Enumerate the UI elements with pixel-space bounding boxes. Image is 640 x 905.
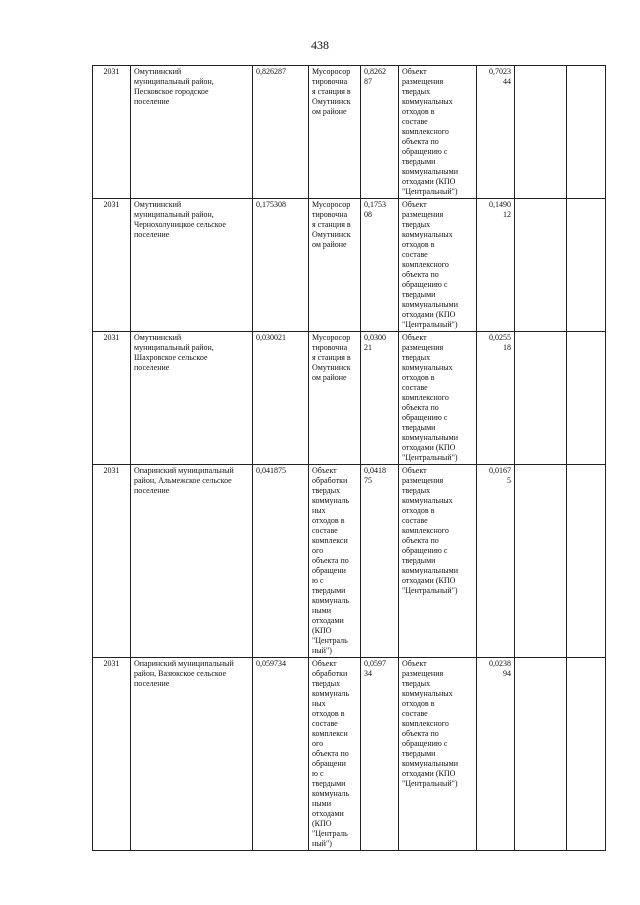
object-cell-text: Объект размещения твердых коммунальных отходов в составе комплексного объекта по обращению с твердыми коммунальными отходами (КПО "Центральный") — [402, 67, 458, 196]
page-number: 438 — [311, 38, 329, 52]
municipality-cell-text: Омутнинский муниципальный район, Песковское городское поселение — [134, 67, 214, 106]
year-cell-text: 2031 — [103, 333, 120, 342]
value-cell-text: 0,175308 — [256, 200, 286, 209]
table-row — [93, 658, 606, 851]
value-cell-text: 0,059734 — [256, 659, 286, 668]
empty-cell — [567, 66, 606, 199]
value-cell — [253, 465, 309, 658]
object-cell — [309, 465, 361, 658]
table-row — [93, 465, 606, 658]
value-cell — [253, 332, 309, 465]
value-cell — [477, 332, 515, 465]
value-cell — [361, 658, 399, 851]
value-cell-text: 0,030021 — [256, 333, 286, 342]
value-cell — [477, 465, 515, 658]
year-cell — [93, 199, 131, 332]
empty-cell — [567, 199, 606, 332]
value-cell-text: 0,0597 34 — [364, 659, 386, 678]
object-cell-text: Мусоросор тировочна я станция в Омутнинск ом районе — [312, 67, 351, 116]
object-cell — [309, 66, 361, 199]
municipality-cell — [131, 332, 253, 465]
value-cell-text: 0,826287 — [256, 67, 286, 76]
value-cell — [361, 465, 399, 658]
value-cell-text: 0,0300 21 — [364, 333, 386, 352]
municipality-cell — [131, 465, 253, 658]
year-cell — [93, 465, 131, 658]
empty-cell — [567, 465, 606, 658]
object-cell — [399, 658, 477, 851]
empty-cell — [515, 332, 567, 465]
object-cell — [309, 658, 361, 851]
object-cell-text: Объект обработки твердых коммуналь ных отходов в составе комплекси ого объекта по обращени ю с твердыми коммуналь ными отходами (КПО "Централь ный") — [312, 659, 349, 848]
empty-cell — [515, 465, 567, 658]
year-cell — [93, 658, 131, 851]
table-row — [93, 66, 606, 199]
empty-cell — [515, 658, 567, 851]
object-cell-text: Объект размещения твердых коммунальных отходов в составе комплексного объекта по обращению с твердыми коммунальными отходами (КПО "Центральный") — [402, 200, 458, 329]
value-cell-text: 0,1753 08 — [364, 200, 386, 219]
value-cell — [253, 199, 309, 332]
value-cell-text: 0,0238 94 — [489, 659, 511, 678]
object-cell — [309, 332, 361, 465]
year-cell-text: 2031 — [103, 67, 120, 76]
object-cell-text: Объект размещения твердых коммунальных отходов в составе комплексного объекта по обращению с твердыми коммунальными отходами (КПО "Центральный") — [402, 466, 458, 595]
object-cell-text: Объект размещения твердых коммунальных отходов в составе комплексного объекта по обращению с твердыми коммунальными отходами (КПО "Центральный") — [402, 659, 458, 788]
object-cell — [309, 199, 361, 332]
year-cell-text: 2031 — [103, 466, 120, 475]
value-cell — [361, 66, 399, 199]
value-cell — [477, 199, 515, 332]
municipality-cell — [131, 658, 253, 851]
object-cell-text: Мусоросор тировочна я станция в Омутнинск ом районе — [312, 200, 351, 249]
year-cell-text: 2031 — [103, 659, 120, 668]
object-cell — [399, 66, 477, 199]
municipality-cell-text: Омутнинский муниципальный район, Шахровское сельское поселение — [134, 333, 214, 372]
year-cell-text: 2031 — [103, 200, 120, 209]
value-cell-text: 0,041875 — [256, 466, 286, 475]
value-cell — [361, 199, 399, 332]
value-cell-text: 0,8262 87 — [364, 67, 386, 86]
empty-cell — [515, 66, 567, 199]
value-cell-text: 0,7023 44 — [489, 67, 511, 86]
municipality-cell-text: Опаринский муниципальный район, Альмежское сельское поселение — [134, 466, 234, 495]
year-cell — [93, 332, 131, 465]
object-cell-text: Мусоросор тировочна я станция в Омутнинск ом районе — [312, 333, 351, 382]
table-row — [93, 332, 606, 465]
object-cell — [399, 332, 477, 465]
object-cell-text: Объект размещения твердых коммунальных отходов в составе комплексного объекта по обращению с твердыми коммунальными отходами (КПО "Центральный") — [402, 333, 458, 462]
empty-cell — [515, 199, 567, 332]
object-cell — [399, 465, 477, 658]
value-cell — [477, 658, 515, 851]
year-cell — [93, 66, 131, 199]
value-cell — [361, 332, 399, 465]
municipality-cell — [131, 199, 253, 332]
object-cell — [399, 199, 477, 332]
object-cell-text: Объект обработки твердых коммуналь ных отходов в составе комплекси ого объекта по обращени ю с твердыми коммуналь ными отходами (КПО "Централь ный") — [312, 466, 349, 655]
empty-cell — [567, 332, 606, 465]
municipality-cell-text: Опаринский муниципальный район, Вазюкское сельское поселение — [134, 659, 234, 688]
value-cell — [253, 66, 309, 199]
table-row — [93, 199, 606, 332]
value-cell-text: 0,0167 5 — [489, 466, 511, 485]
municipality-cell — [131, 66, 253, 199]
value-cell — [253, 658, 309, 851]
data-table — [92, 65, 606, 851]
value-cell-text: 0,1490 12 — [489, 200, 511, 219]
municipality-cell-text: Омутнинский муниципальный район, Чернохолуницкое сельское поселение — [134, 200, 226, 239]
value-cell — [477, 66, 515, 199]
empty-cell — [567, 658, 606, 851]
value-cell-text: 0,0418 75 — [364, 466, 386, 485]
value-cell-text: 0,0255 18 — [489, 333, 511, 352]
